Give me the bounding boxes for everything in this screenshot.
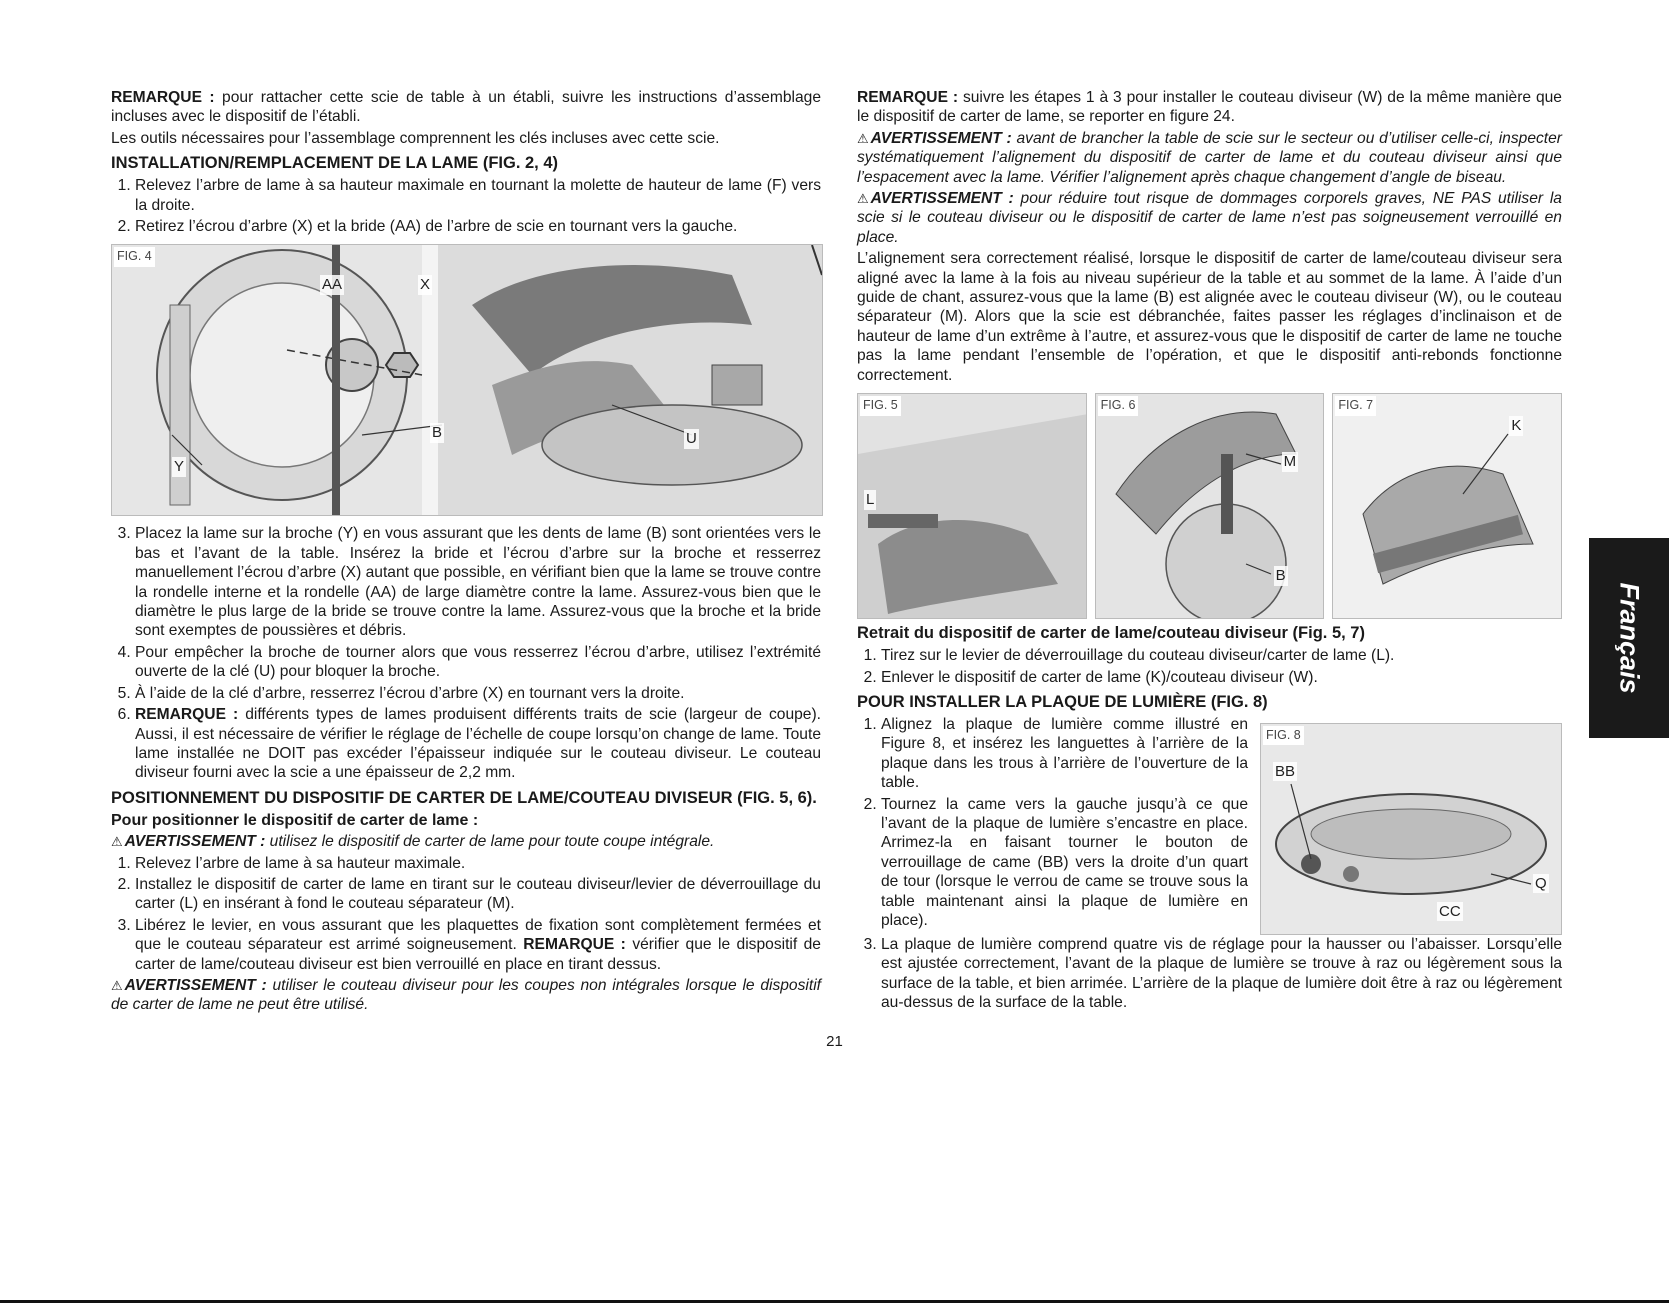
figure-5-illustration	[858, 394, 1087, 618]
heading-guard-removal: Retrait du dispositif de carter de lame/couteau diviseur (Fig. 5, 7)	[857, 624, 1365, 643]
label-aa: AA	[322, 276, 343, 294]
guard-steps	[111, 854, 821, 974]
warning-non-through-cut: ⚠ AVERTISSEMENT : utiliser le couteau diviseur pour les coupes non intégrales lorsque le dispositif de carter de lame ne peut être utilisé.	[111, 976, 821, 1014]
figure-6-illustration	[1096, 394, 1325, 618]
blade-steps-1	[111, 176, 821, 236]
label-b: B	[1275, 567, 1286, 585]
list-item: 1. Alignez la plaque de lumière comme illustré en Figure 8, et insérez les languettes à l’arrière de la plaque dans les trous à l’arrière de l’ouverture de la table.	[881, 715, 1248, 793]
list-item: 1. Relevez l’arbre de lame à sa hauteur maximale en tournant la molette de hauteur de lame (F) vers la droite.	[135, 176, 821, 215]
list-item: 3. Libérez le levier, en vous assurant que les plaquettes de fixation sont complètement fermées et que le couteau séparateur est arrimé soigneusement. REMARQUE : vérifier que le dispositif de carter de lame/couteau diviseur est bien verrouillé en place en tirant dessus.	[135, 916, 821, 974]
figure-6-tag: FIG. 6	[1098, 396, 1139, 415]
warning-full-cut: ⚠ AVERTISSEMENT : utilisez le dispositif de carter de lame pour toute coupe intégrale.	[111, 833, 715, 851]
figure-4	[111, 244, 823, 516]
figure-8-tag: FIG. 8	[1263, 726, 1304, 745]
bottom-rule	[0, 1300, 1669, 1303]
label-cc: CC	[1439, 902, 1461, 920]
figure-5	[857, 393, 1087, 619]
list-item: 6. REMARQUE : différents types de lames produisent différents traits de scie (largeur de coupe). Aussi, il est nécessaire de vérifier le réglage de l’échelle de coupe lorsqu’on change de lame. Toute lame installée ne DOIT pas excéder l’épaisseur indiquée sur le couteau diviseur. Le couteau diviseur fourni avec la scie a une épaisseur de 2,2 mm.	[135, 705, 821, 783]
warning-inspect-alignment: ⚠ AVERTISSEMENT : avant de brancher la table de scie sur le secteur ou d’utiliser celle-ci, inspecter systématiquement l’alignement du dispositif de carter de lame et du couteau diviseur ainsi que l’espacement avec la lame. Vérifier l’alignement après chaque changement d’angle de biseau.	[857, 129, 1562, 186]
heading-throat-plate: POUR INSTALLER LA PLAQUE DE LUMIÈRE (FIG. 8)	[857, 692, 1268, 711]
figure-7-illustration	[1333, 394, 1562, 618]
label-k: K	[1511, 417, 1522, 435]
label-y: Y	[174, 458, 185, 476]
left-column	[111, 88, 821, 1017]
note-attach-workbench: REMARQUE : pour rattacher cette scie de table à un établi, suivre les instructions d’assemblage incluses avec le dispositif de l’établi.	[111, 89, 821, 126]
label-b: B	[432, 424, 443, 442]
note-riving-knife: REMARQUE : suivre les étapes 1 à 3 pour installer le couteau diviseur (W) de la même manière que le dispositif de carter de lame, se reporter en figure 24.	[857, 89, 1562, 126]
tools-note: Les outils nécessaires pour l’assemblage comprennent les clés incluses avec cette scie.	[111, 129, 720, 147]
label-q: Q	[1535, 874, 1547, 892]
list-item: 5. À l’aide de la clé d’arbre, resserrez l’écrou d’arbre (X) en tournant vers la droite.	[135, 684, 821, 703]
subheading-guard: Pour positionner le dispositif de carter de lame :	[111, 811, 479, 829]
figures-5-6-7	[857, 393, 1562, 617]
figure-4-illustration	[112, 245, 822, 515]
warning-triangle-icon: ⚠	[111, 834, 123, 850]
page-number: 21	[826, 1033, 843, 1050]
warning-triangle-icon: ⚠	[857, 191, 869, 207]
list-item: 4. Pour empêcher la broche de tourner alors que vous resserrez l’écrou d’arbre, utilisez l’extrémité ouverte de la clé (U) pour bloquer la broche.	[135, 643, 821, 682]
list-item: 1. Relevez l’arbre de lame à sa hauteur maximale.	[135, 854, 821, 873]
label-m: M	[1283, 453, 1297, 471]
heading-blade-installation: INSTALLATION/REMPLACEMENT DE LA LAME (FIG. 2, 4)	[111, 154, 559, 173]
throat-plate-section	[857, 715, 1562, 935]
language-tab	[1589, 538, 1669, 738]
figure-8	[1260, 723, 1562, 935]
alignment-paragraph: L’alignement sera correctement réalisé, lorsque le dispositif de carter de lame/couteau diviseur sera aligné avec la lame à la fois au niveau supérieur de la table et au sommet de la lame. À l’aide d’un guide de chant, assurez-vous que la lame (B) est alignée avec le couteau diviseur (W), ou le couteau séparateur (M). Alors que la scie est débranchée, faites passer les réglages d’inclinaison et de hauteur de lame d’un extrême à l’autre, et assurez-vous que le dispositif de carter de lame ne touche pas la lame pendant l’ensemble de l’opération, et que le dispositif anti-rebonds fonctionne correctement.	[857, 250, 1562, 384]
throat-plate-steps-2	[857, 935, 1562, 1013]
right-column	[857, 88, 1562, 1015]
list-item: 3. Placez la lame sur la broche (Y) en vous assurant que les dents de lame (B) sont orientées vers le bas et l’avant de la table. Insérez la bride et l’écrou d’arbre sur la broche et resserrez manuellement l’écrou d’arbre (X) autant que possible, en vérifiant bien que la lame se trouve contre la rondelle interne et la rondelle (AA) de large diamètre contre la lame. Assurez-vous bien que le diamètre le plus large de la bride se trouve contre la lame. Assurez-vous que la broche et la bride sont exemptes de poussières et débris.	[135, 524, 821, 640]
removal-steps	[857, 646, 1562, 687]
label-x: X	[420, 276, 431, 294]
list-item: 2. Installez le dispositif de carter de lame en tirant sur le couteau diviseur/levier de déverrouillage du carter (L) en insérant à fond le couteau séparateur (M).	[135, 875, 821, 914]
heading-guard-positioning: POSITIONNEMENT DU DISPOSITIF DE CARTER DE LAME/COUTEAU DIVISEUR (FIG. 5, 6).	[111, 788, 817, 807]
figure-8-illustration	[1261, 724, 1561, 934]
warning-triangle-icon: ⚠	[111, 977, 123, 993]
list-item: 2. Retirez l’écrou d’arbre (X) et la bride (AA) de l’arbre de scie en tournant vers la gauche.	[135, 217, 821, 236]
figure-7-tag: FIG. 7	[1335, 396, 1376, 415]
blade-steps-2	[111, 524, 821, 782]
figure-4-tag: FIG. 4	[114, 247, 155, 266]
figure-6	[1095, 393, 1325, 619]
label-bb: BB	[1275, 762, 1296, 780]
label-u: U	[686, 430, 697, 448]
figure-7	[1332, 393, 1562, 619]
language-tab-label: Français	[1614, 582, 1645, 694]
figure-5-tag: FIG. 5	[860, 396, 901, 415]
warning-injury-risk: ⚠ AVERTISSEMENT : pour réduire tout risque de dommages corporels graves, NE PAS utiliser la scie si le couteau diviseur ou le dispositif de carter de lame n’est pas soigneusement verrouillé en place.	[857, 190, 1562, 246]
throat-plate-steps	[857, 715, 1248, 933]
label-l: L	[866, 491, 875, 509]
list-item: 3. La plaque de lumière comprend quatre vis de réglage pour la hausser ou l’abaisser. Lorsqu’elle est ajustée correctement, l’avant de la plaque de lumière se trouve à raz ou légèrement sous la surface de la table, et bien arrimée. L’arrière de la plaque de lumière doit être à raz ou légèrement au-dessus de la surface de la table.	[881, 935, 1562, 1013]
list-item: 2. Tournez la came vers la gauche jusqu’à ce que l’avant de la plaque de lumière s’encastre en place. Arrimez-la en faisant tourner le bouton de verrouillage de came (BB) vers la droite d’un quart de tour (lorsque le verrou de came se trouve sous la table maintenant ainsi la plaque de lumière en place).	[881, 795, 1248, 931]
list-item: 2. Enlever le dispositif de carter de lame (K)/couteau diviseur (W).	[881, 668, 1562, 687]
warning-triangle-icon: ⚠	[857, 130, 869, 146]
list-item: 1. Tirez sur le levier de déverrouillage du couteau diviseur/carter de lame (L).	[881, 646, 1562, 665]
